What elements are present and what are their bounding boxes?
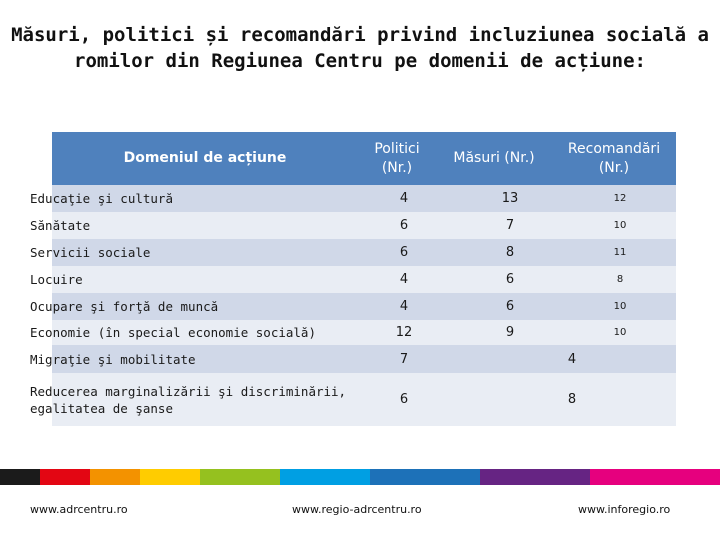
title-line-2: romilor din Regiunea Centru pe domenii de acțiune: xyxy=(74,50,646,72)
row-masuri: 6 xyxy=(505,272,515,287)
header-politici: Politici (Nr.) xyxy=(374,140,420,176)
header-domain: Domeniul de acțiune xyxy=(123,150,287,166)
row-politici: 7 xyxy=(399,351,409,367)
row-politici: 4 xyxy=(399,299,409,314)
stripe-segment xyxy=(0,469,40,485)
footer-link-regio[interactable]: www.regio-adrcentru.ro xyxy=(292,503,422,516)
row-masuri: 8 xyxy=(567,392,577,407)
table-header xyxy=(52,132,676,185)
stripe-segment xyxy=(140,469,200,485)
stripe-segment xyxy=(200,469,280,485)
table-row xyxy=(30,266,676,293)
header-masuri: Măsuri (Nr.) xyxy=(453,150,535,166)
stripe-segment xyxy=(90,469,140,485)
slide-title xyxy=(0,22,720,74)
row-masuri: 13 xyxy=(501,191,519,206)
row-recomandari: 12 xyxy=(613,193,627,204)
row-masuri: 8 xyxy=(505,245,515,260)
row-recomandari: 10 xyxy=(613,301,627,312)
footer-link-adrcentru[interactable]: www.adrcentru.ro xyxy=(30,503,128,516)
stripe-segment xyxy=(40,469,90,485)
stripe-segment xyxy=(590,469,720,485)
table-row xyxy=(30,320,676,345)
row-politici: 4 xyxy=(399,272,409,287)
row-domain: Servicii sociale xyxy=(30,245,151,260)
row-masuri: 4 xyxy=(567,351,577,367)
table-row xyxy=(30,345,676,373)
row-domain: Sănătate xyxy=(30,218,91,233)
row-domain: Locuire xyxy=(30,272,83,287)
row-politici: 12 xyxy=(395,325,413,340)
row-recomandari: 8 xyxy=(616,274,624,285)
table-row xyxy=(30,373,676,426)
row-politici: 4 xyxy=(399,191,409,206)
row-domain: Ocupare şi forţă de muncă xyxy=(30,299,219,314)
row-recomandari: 10 xyxy=(613,220,627,231)
row-domain: Economie (în special economie socială) xyxy=(30,325,316,340)
row-domain: Educaţie şi cultură xyxy=(30,191,173,206)
row-recomandari: 11 xyxy=(613,247,627,258)
row-domain: Reducerea marginalizării şi discriminării, egalitatea de şanse xyxy=(30,383,347,416)
row-politici: 6 xyxy=(399,245,409,260)
table-row xyxy=(30,185,676,212)
row-masuri: 7 xyxy=(505,218,515,233)
stripe-segment xyxy=(480,469,590,485)
row-masuri: 9 xyxy=(505,325,515,340)
row-recomandari: 10 xyxy=(613,327,627,338)
row-domain: Migraţie şi mobilitate xyxy=(30,351,196,367)
table-row xyxy=(30,293,676,320)
stripe-segment xyxy=(280,469,370,485)
color-stripe xyxy=(0,469,720,485)
table-row xyxy=(30,239,676,266)
row-politici: 6 xyxy=(399,218,409,233)
title-line-1: Măsuri, politici și recomandări privind incluziunea socială a xyxy=(11,24,709,46)
footer-link-inforegio[interactable]: www.inforegio.ro xyxy=(578,503,671,516)
row-politici: 6 xyxy=(399,392,409,407)
header-recomandari: Recomandări (Nr.) xyxy=(567,140,661,176)
row-masuri: 6 xyxy=(505,299,515,314)
table-row xyxy=(30,212,676,239)
stripe-segment xyxy=(370,469,480,485)
